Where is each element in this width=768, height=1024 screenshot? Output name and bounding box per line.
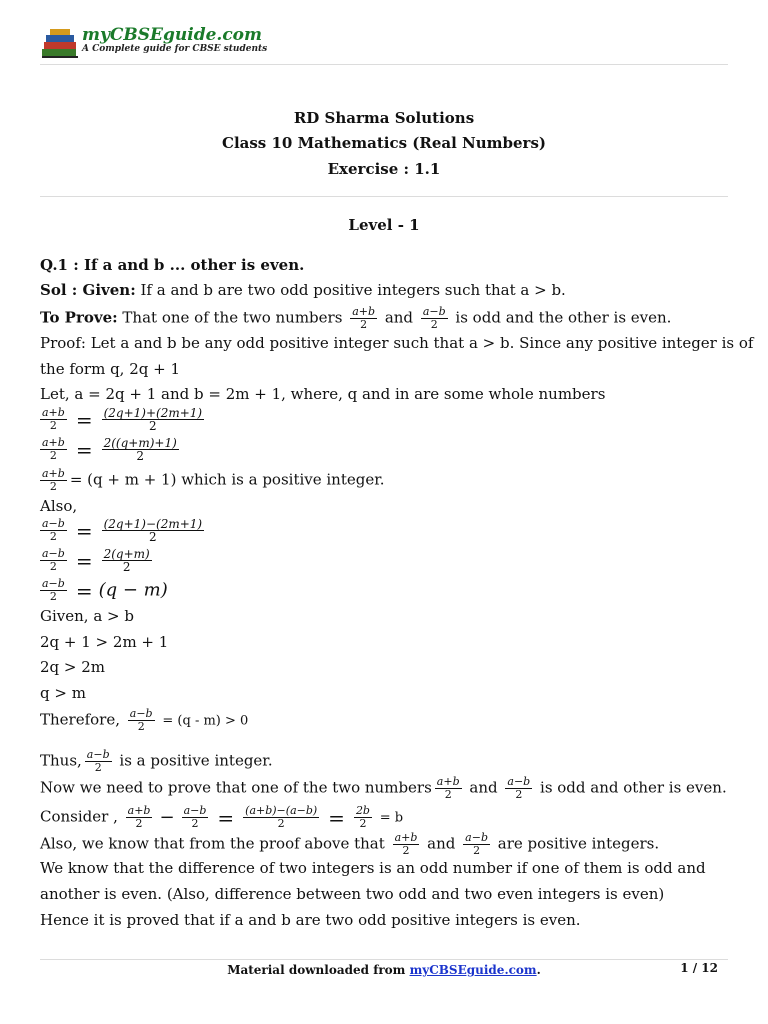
logo-name: myCBSEguide.com [82,25,263,45]
now-line: Now we need to prove that one of the two numbers $\frac{a+b}{2}$ and $\frac{a-b}{2}$ is odd and other is even. [40,775,727,801]
let-line: Let, a = 2q + 1 and b = 2m + 1, where, q and in are some whole numbers [40,385,606,403]
footer-source: Material downloaded from myCBSEguide.com. [227,963,541,977]
know-line-2: another is even. (Also, difference between two odd and two even integers is even) [40,885,665,903]
solution-given: Sol : Given: If a and b are two odd positive integers such that a > b. [40,281,566,299]
doc-subtitle: Class 10 Mathematics (Real Numbers) [222,134,546,152]
logo-text [82,26,267,55]
therefore-line: Therefore, $\frac{a-b}{2}$ = (q - m) > 0 [40,707,249,733]
inequality-2: 2q > 2m [40,658,106,676]
thus-line: Thus, $\frac{a-b}{2}$ is a positive integer. [40,748,273,774]
inequality-3: q > m [40,684,86,702]
to-prove-line: To Prove: That one of the two numbers $\frac{a+b}{2}$ and $\frac{a-b}{2}$ is odd and the other is even. [40,305,672,331]
fraction: $\frac{a+b}{2}$ [352,305,376,331]
also-proof-line: Also, we know that from the proof above that $\frac{a+b}{2}$ and $\frac{a-b}{2}$ are positive integers. [40,831,660,857]
page-number: 1 / 12 [680,961,718,975]
title-divider [40,196,728,197]
footer-divider [40,959,728,960]
header-divider [40,64,728,65]
fraction: $\frac{a-b}{2}$ [422,305,446,331]
know-line-1: We know that the difference of two integers is an odd number if one of them is odd and [40,859,706,877]
also-label: Also, [40,497,78,515]
inequality-1: 2q + 1 > 2m + 1 [40,633,169,651]
equation-1: $\frac{a+b}{2}$ = $\frac{(2q+1)+(2m+1)}{2}$ [42,406,203,433]
proof-line-1: Proof: Let a and b be any odd positive integer such that a > b. Since any positive integer is of [40,334,754,352]
equation-4: $\frac{a-b}{2}$ = $\frac{(2q+1)-(2m+1)}{2}$ [42,517,203,544]
equation-2: $\frac{a+b}{2}$ = $\frac{2((q+m)+1)}{2}$ [42,436,177,463]
logo-tagline: A Complete guide for CBSE students [82,44,268,54]
equation-6: $\frac{a-b}{2}$ = (q − m) [42,577,168,603]
exercise-title: Exercise : 1.1 [327,160,441,178]
conclusion-line: Hence it is proved that if a and b are two odd positive integers is even. [40,911,581,929]
equation-3: $\frac{a+b}{2}$ = (q + m + 1) which is a positive integer. [42,467,385,493]
footer-link[interactable]: myCBSEguide.com [409,963,537,977]
question-heading: Q.1 : If a and b ... other is even. [40,256,305,274]
equation-5: $\frac{a-b}{2}$ = $\frac{2(q+m)}{2}$ [42,547,150,574]
books-icon [40,27,82,61]
proof-line-2: the form q, 2q + 1 [40,360,181,378]
doc-title: RD Sharma Solutions [293,109,475,127]
level-heading: Level - 1 [348,216,420,234]
given-line: Given, a > b [40,607,134,625]
consider-line: Consider , $\frac{a+b}{2}$ − $\frac{a-b}{2}$ = $\frac{(a+b)-(a-b)}{2}$ = $\frac{2b}{2}$ = b [40,804,404,830]
